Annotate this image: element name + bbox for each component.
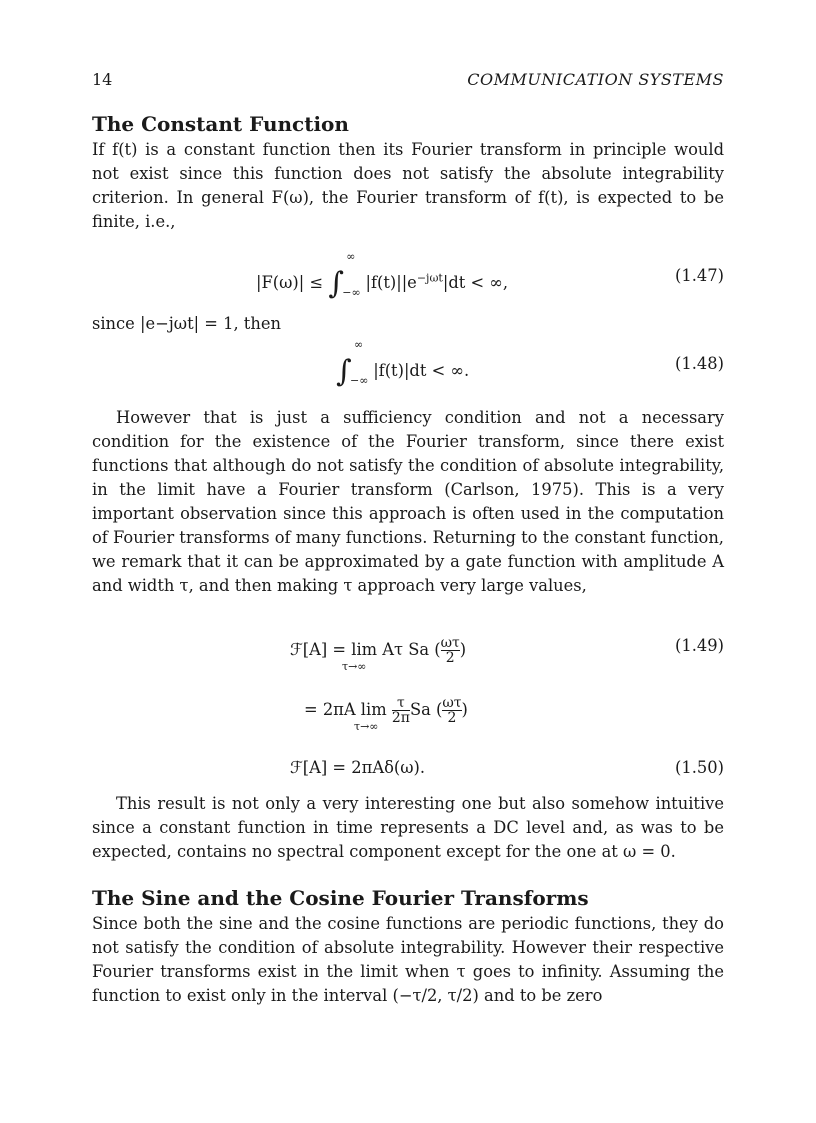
eq149b-mid: Sa (	[409, 700, 443, 719]
eq147-rhs: |f(t)||e	[365, 273, 417, 292]
eq148-lower: −∞	[350, 374, 369, 387]
eq149-number: (1.49)	[675, 636, 724, 655]
eq147-lhs: |F(ω)| ≤	[256, 273, 324, 292]
eq149b-fraction-tau: $\frac{\tau}{2\pi}$	[391, 695, 410, 726]
page	[92, 70, 724, 1008]
section-heading-sine-cosine: The Sine and the Cosine Fourier Transforms	[92, 886, 589, 910]
equation-1-49-step	[92, 690, 724, 736]
running-head	[92, 70, 724, 96]
integral-sign: ∫	[336, 354, 352, 389]
equation-1-48	[92, 338, 724, 398]
eq147-exp: −jωt	[416, 271, 443, 285]
eq149b-limsub: τ→∞	[354, 720, 379, 733]
equation-1-49	[92, 632, 724, 678]
eq149-lhs: ℱ[A] = lim	[290, 640, 378, 659]
eq147-number: (1.47)	[675, 266, 724, 285]
eq147-lower: −∞	[342, 286, 361, 299]
equation-1-47	[92, 250, 724, 310]
eq149-fraction: $\frac{\omega\tau}{2}$	[440, 635, 460, 666]
eq150-body: ℱ[A] = 2πAδ(ω).	[290, 758, 426, 777]
page-number: 14	[92, 70, 113, 89]
eq148-rhs: |f(t)|dt < ∞.	[373, 361, 470, 380]
eq149-close: )	[459, 640, 467, 659]
eq148-number: (1.48)	[675, 354, 724, 373]
paragraph-result: This result is not only a very interesting one but also somehow intuitive since a constant function in time represents a DC level and, as was to be expected, contains no spectral component except for the one at ω = 0.	[92, 794, 724, 861]
eq147-upper: ∞	[346, 250, 356, 263]
eq148-upper: ∞	[354, 338, 364, 351]
eq147-tail: |dt < ∞,	[442, 273, 509, 292]
running-title: COMMUNICATION SYSTEMS	[467, 70, 724, 89]
eq149-limsub: τ→∞	[342, 660, 367, 673]
eq149b-fraction: $\frac{\omega\tau}{2}$	[442, 695, 462, 726]
eq150-number: (1.50)	[675, 758, 724, 777]
since-text: since |e−jωt| = 1, then	[92, 314, 281, 333]
eq149b-lhs: = 2πA lim	[304, 700, 387, 719]
paragraph-sufficiency: However that is just a sufficiency condition and not a necessary condition for the existence of the Fourier transform, since there exist functions that although do not satisfy the condition of absolute integrability, in the limit have a Fourier transform (Carlson, 1975). This is a very important observation since this approach is often used in the computation of Fourier transforms of many functions. Returning to the constant function, we remark that it can be approximated by a gate function with amplitude A and width τ, and then making τ approach very large values,	[92, 408, 724, 595]
integral-sign: ∫	[328, 266, 344, 301]
eq149-mid: Aτ Sa (	[382, 640, 441, 659]
section-heading-constant-function: The Constant Function	[92, 112, 349, 136]
paragraph-sine-cosine: Since both the sine and the cosine functions are periodic functions, they do not satisfy the condition of absolute integrability. However their respective Fourier transforms exist in the limit when τ goes to infinity. Assuming the function to exist only in the interval (−τ/2, τ/2) and to be zero	[92, 914, 724, 1005]
paragraph-constant-intro: If f(t) is a constant function then its Fourier transform in principle would not exist since this function does not satisfy the absolute integrability criterion. In general F(ω), the Fourier transform of f(t), is expected to be finite, i.e.,	[92, 140, 724, 231]
eq149b-close: )	[461, 700, 468, 719]
equation-1-50	[92, 756, 724, 786]
